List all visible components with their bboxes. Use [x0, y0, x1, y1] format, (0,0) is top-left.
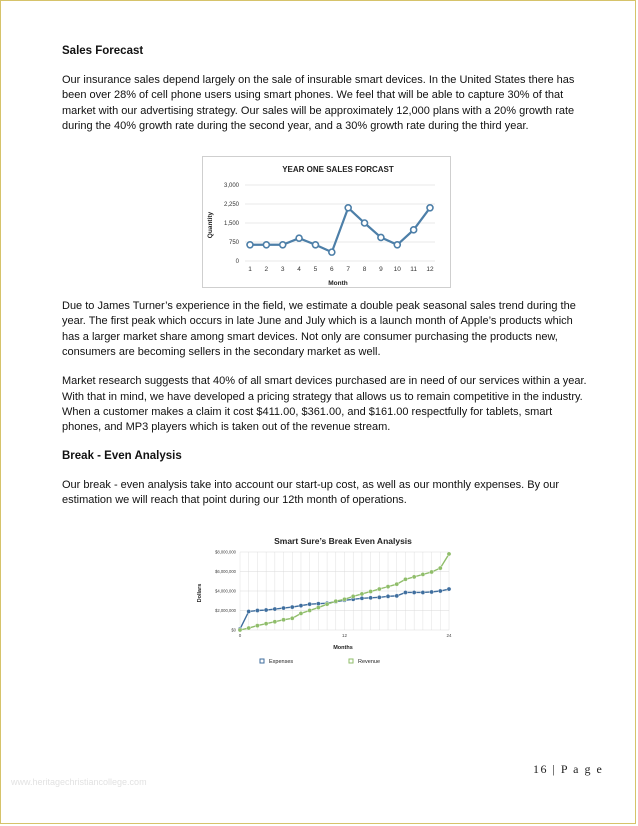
page-number: 16 | P a g e	[533, 762, 604, 776]
chart1-point	[394, 242, 400, 248]
chart2-revenue-point	[421, 572, 425, 576]
chart1-xtick-label: 8	[362, 266, 367, 273]
chart2-revenue-point	[299, 611, 303, 615]
chart2-revenue-point	[395, 582, 399, 586]
chart-break-even-svg	[193, 529, 457, 674]
chart2-revenue-point	[386, 585, 390, 589]
chart1-xtick-label: 10	[393, 266, 401, 273]
chart2-revenue-point	[447, 552, 451, 556]
chart2-revenue-point	[377, 587, 381, 591]
legend-revenue-label: Revenue	[358, 659, 381, 665]
chart2-revenue-point	[334, 599, 338, 603]
chart2-revenue-point	[369, 589, 373, 593]
chart2-revenue-point	[412, 575, 416, 579]
legend-expenses-label: Expenses	[269, 659, 294, 665]
paragraph-sales-forecast: Our insurance sales depend largely on the sale of insurable smart devices. In the United States there has been over 28% of cell phone users using smart phones. We feel that will be able to capture 30% of that market with our advertising strategy. Our sales will be approximately 12,000 plans with a 20% growth rate during the 40% growth rate during the second year, and a 30% growth rate during the third year.	[62, 74, 575, 132]
chart-year-one-sales	[202, 156, 451, 288]
chart2-expenses-point	[299, 604, 303, 608]
legend-revenue-swatch	[349, 659, 353, 663]
chart1-xlabel: Month	[328, 280, 348, 287]
chart1-point	[296, 235, 302, 241]
chart1-ytick-label: 2,250	[223, 202, 239, 208]
chart1-xtick-label: 5	[313, 266, 318, 273]
chart1-point	[280, 242, 286, 248]
chart2-expenses-point	[255, 608, 259, 612]
chart2-ytick-label: $6,000,000	[215, 569, 236, 574]
chart-year-one-sales-svg	[203, 157, 450, 287]
watermark: www.heritagechristiancollege.com	[11, 777, 147, 787]
chart2-revenue-point	[438, 566, 442, 570]
chart2-expenses-point	[403, 590, 407, 594]
chart2-grid	[215, 550, 452, 639]
chart2-revenue-point	[403, 577, 407, 581]
chart2-ytick-label: $4,000,000	[215, 588, 236, 594]
chart1-xtick-label: 2	[264, 266, 269, 273]
paragraph-seasonal-trend: Due to James Turner’s experience in the field, we estimate a double peak seasonal sales trend during the year. The first peak which occurs in late June and July which is a launch month of Apple’s products which has a larger market share among smart devices. Not only are consumer purchasing the products new, consumers are becoming sellers in the secondary market as well.	[62, 300, 576, 359]
chart1-ylabel: Quantity	[207, 211, 214, 239]
chart-break-even	[193, 529, 457, 674]
chart2-expenses-point	[369, 596, 373, 600]
chart2-revenue-point	[429, 570, 433, 574]
chart2-legend	[260, 659, 380, 665]
chart2-expenses-point	[308, 602, 312, 606]
chart1-point	[362, 220, 368, 226]
paragraph-market-research: Market research suggests that 40% of all smart devices purchased are in need of our services within a year. With that in mind, we have developed a pricing strategy that allows us to remain competitive in the industry. When a customer makes a claim it cost $411.00, $361.00, and $161.00 respectfully for tablets, smart phones, and MP3 players which is taken out of the revenue stream.	[62, 375, 587, 434]
chart1-ytick-label: 750	[228, 240, 239, 246]
chart1-ytick-label: 0	[235, 259, 239, 265]
chart1-xtick-label: 1	[248, 266, 252, 273]
chart2-expenses-point	[360, 596, 364, 600]
chart2-expenses-point	[447, 587, 451, 591]
chart1-grid	[224, 183, 435, 273]
chart2-revenue-point	[264, 622, 268, 626]
chart1-point	[247, 242, 253, 248]
chart1-point	[345, 205, 351, 211]
chart2-expenses-point	[438, 589, 442, 593]
chart2-revenue-point	[316, 605, 320, 609]
chart1-xtick-label: 11	[410, 266, 418, 273]
chart2-revenue-point	[255, 624, 259, 628]
chart2-ytick-label: $0	[231, 627, 236, 633]
chart2-revenue-point	[281, 618, 285, 622]
chart2-xtick-label: 0	[238, 633, 242, 638]
chart1-point	[378, 234, 384, 240]
chart2-expenses-point	[247, 609, 251, 613]
chart1-ytick-label: 3,000	[223, 183, 239, 189]
chart2-ylabel: Dollars	[197, 583, 203, 603]
chart2-expenses-point	[386, 594, 390, 598]
chart1-ytick-label: 1,500	[223, 221, 239, 227]
chart2-expenses-point	[281, 606, 285, 610]
chart2-ytick-label: $2,000,000	[215, 608, 236, 613]
chart1-point	[411, 227, 417, 233]
chart1-title: YEAR ONE SALES FORCAST	[282, 165, 394, 174]
chart1-xtick-label: 4	[297, 266, 301, 273]
section-heading-sales-forecast: Sales Forecast	[62, 45, 144, 57]
legend-expenses-swatch	[260, 659, 264, 663]
chart1-point	[312, 242, 318, 248]
chart2-revenue-point	[247, 626, 251, 630]
paragraph-break-even: Our break - even analysis take into account our start-up cost, as well as our monthly expenses. By our estimation we will reach that point during our 12th month of operations.	[62, 478, 560, 506]
chart2-expenses-point	[395, 594, 399, 598]
chart2-expenses-point	[316, 602, 320, 606]
chart1-point	[263, 242, 269, 248]
chart2-expenses-point	[412, 590, 416, 594]
chart1-point	[427, 205, 433, 211]
chart2-revenue-point	[238, 628, 242, 632]
chart2-expenses-point	[273, 607, 277, 611]
chart2-xlabel: Months	[333, 645, 353, 651]
section-heading-break-even: Break - Even Analysis	[62, 449, 182, 462]
chart2-title: Smart Sure’s Break Even Analysis	[274, 536, 412, 546]
chart2-revenue-point	[273, 620, 277, 624]
chart2-expenses-point	[264, 608, 268, 612]
chart1-xtick-label: 3	[280, 266, 285, 273]
chart2-revenue-point	[308, 608, 312, 612]
chart1-xtick-label: 6	[330, 266, 334, 273]
chart1-series-line	[250, 208, 430, 252]
chart2-revenue-point	[325, 602, 329, 606]
chart2-ytick-label: $8,000,000	[215, 549, 236, 555]
chart2-revenue-point	[360, 592, 364, 596]
chart2-expenses-point	[429, 590, 433, 594]
chart1-xtick-label: 9	[379, 266, 383, 273]
chart2-expenses-point	[421, 590, 425, 594]
chart2-xtick-label: 12	[341, 633, 348, 638]
chart2-expenses-point	[290, 605, 294, 609]
chart1-point	[329, 249, 335, 255]
chart1-xtick-label: 7	[346, 266, 350, 273]
chart1-xtick-label: 12	[426, 266, 434, 273]
chart2-revenue-point	[342, 597, 346, 601]
chart2-expenses-point	[377, 595, 381, 599]
chart2-revenue-point	[351, 594, 355, 598]
chart2-revenue-point	[290, 616, 294, 620]
chart2-xtick-label: 24	[446, 633, 452, 638]
chart1-marks	[247, 205, 433, 255]
